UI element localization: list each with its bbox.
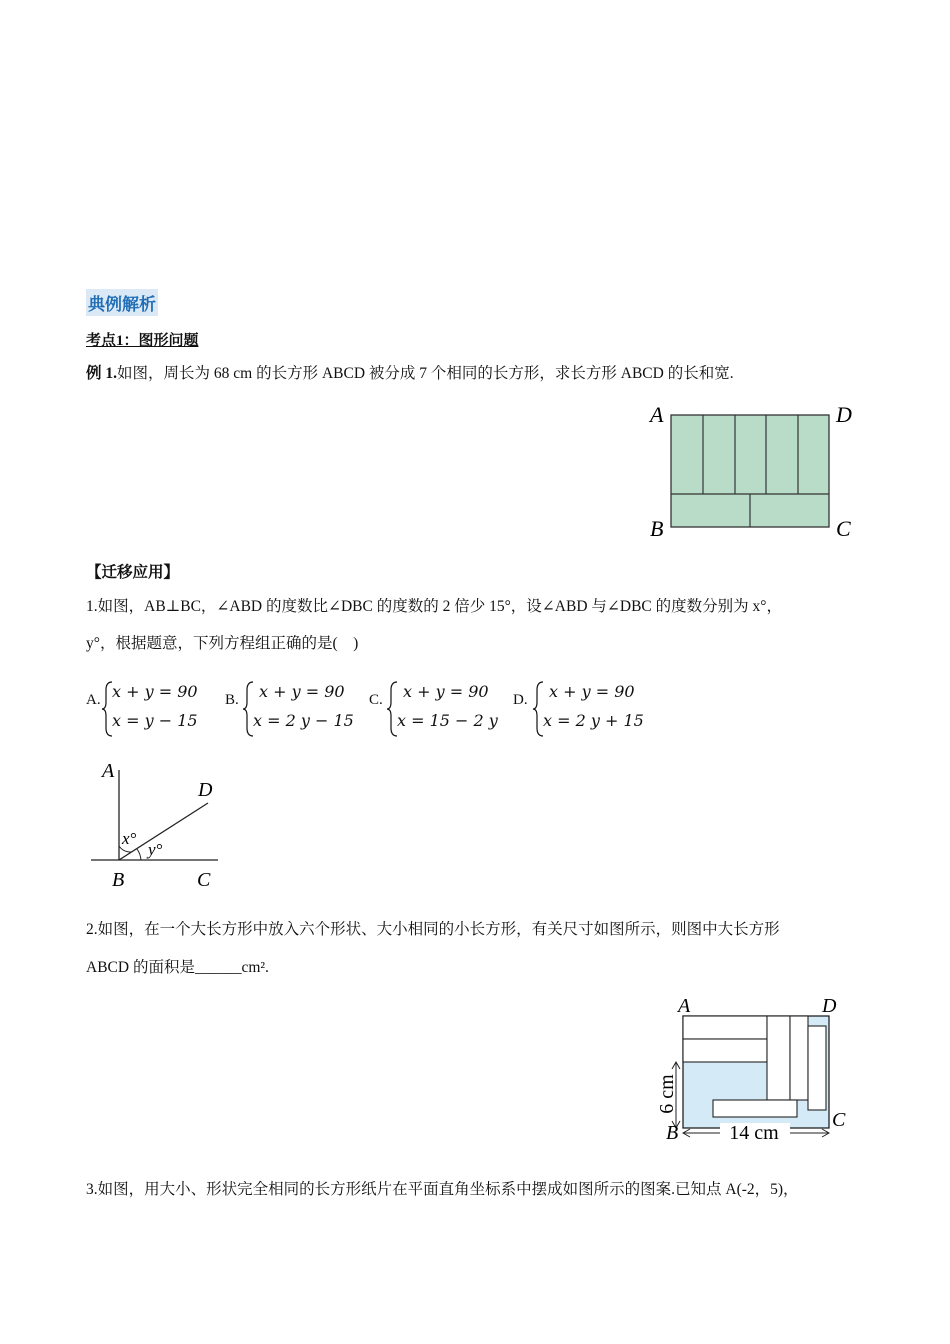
small-rect xyxy=(683,1016,767,1039)
small-rect xyxy=(683,1039,767,1062)
option-d-label: D. xyxy=(513,692,528,708)
small-rect xyxy=(808,1026,826,1110)
kaodian-heading: 考点1：图形问题 xyxy=(86,333,199,349)
option-b-eq-1: x + y = 90 xyxy=(259,682,345,701)
fig3-label-b: B xyxy=(666,1122,679,1144)
fig2-label-y: y° xyxy=(148,840,163,859)
fig2-label-x: x° xyxy=(122,829,137,848)
small-rect xyxy=(767,1016,790,1100)
option-d-eq-1: x + y = 90 xyxy=(549,682,635,701)
example-1 xyxy=(86,364,734,384)
transfer-heading: 【迁移应用】 xyxy=(86,564,180,581)
fig3-label-c: C xyxy=(832,1109,846,1131)
fig1-label-d: D xyxy=(836,402,852,427)
q2-line-2: ABCD 的面积是______cm². xyxy=(86,959,269,976)
fig2-label-d: D xyxy=(198,779,213,801)
dim-label-v: 6 cm xyxy=(656,1074,678,1114)
example-1-text: 如图，周长为 68 cm 的长方形 ABCD 被分成 7 个相同的长方形，求长方形 ABCD 的长和宽. xyxy=(117,365,734,382)
q3-line-1: 3.如图，用大小、形状完全相同的长方形纸片在平面直角坐标系中摆成如图所示的图案.已知点 A(-2，5)， xyxy=(86,1181,799,1198)
q1-line-1: 1.如图，AB⊥BC，∠ABD 的度数比∠DBC 的度数的 2 倍少 15°，设∠ABD 与∠DBC 的度数分别为 x°， xyxy=(86,598,782,615)
fig3-label-d: D xyxy=(822,995,837,1017)
figure-rectangle-7-parts xyxy=(640,398,870,548)
option-a-label: A. xyxy=(86,692,101,708)
fig1-label-b: B xyxy=(650,516,664,541)
section-title: 典例解析 xyxy=(86,289,158,316)
fig2-label-a: A xyxy=(102,760,115,782)
dim-label-h: 14 cm xyxy=(729,1122,779,1144)
fig1-label-c: C xyxy=(836,516,851,541)
figure-six-rectangles xyxy=(640,990,870,1155)
fig2-label-c: C xyxy=(197,869,211,891)
figure-angles xyxy=(86,755,236,895)
option-a-eq-1: x + y = 90 xyxy=(112,682,198,701)
angle-arc-y xyxy=(137,849,141,860)
option-a-eq-2: x = y − 15 xyxy=(112,711,198,730)
example-1-label: 例 1. xyxy=(86,365,118,382)
small-rect xyxy=(790,1016,808,1100)
small-rect xyxy=(713,1100,797,1117)
option-b-eq-2: x = 2 y − 15 xyxy=(253,711,354,730)
q2-line-1: 2.如图，在一个大长方形中放入六个形状、大小相同的小长方形，有关尺寸如图所示，则图中大长方形 xyxy=(86,921,780,938)
option-c-eq-2: x = 15 − 2 y xyxy=(397,711,498,730)
option-c-label: C. xyxy=(369,692,383,708)
option-d-eq-2: x = 2 y + 15 xyxy=(543,711,644,730)
fig3-label-a: A xyxy=(678,995,691,1017)
option-b-label: B. xyxy=(225,692,239,708)
fig1-label-a: A xyxy=(650,402,664,427)
option-c-eq-1: x + y = 90 xyxy=(403,682,489,701)
q1-line-2: y°，根据题意，下列方程组正确的是( ) xyxy=(86,635,359,652)
fig2-label-b: B xyxy=(112,869,125,891)
